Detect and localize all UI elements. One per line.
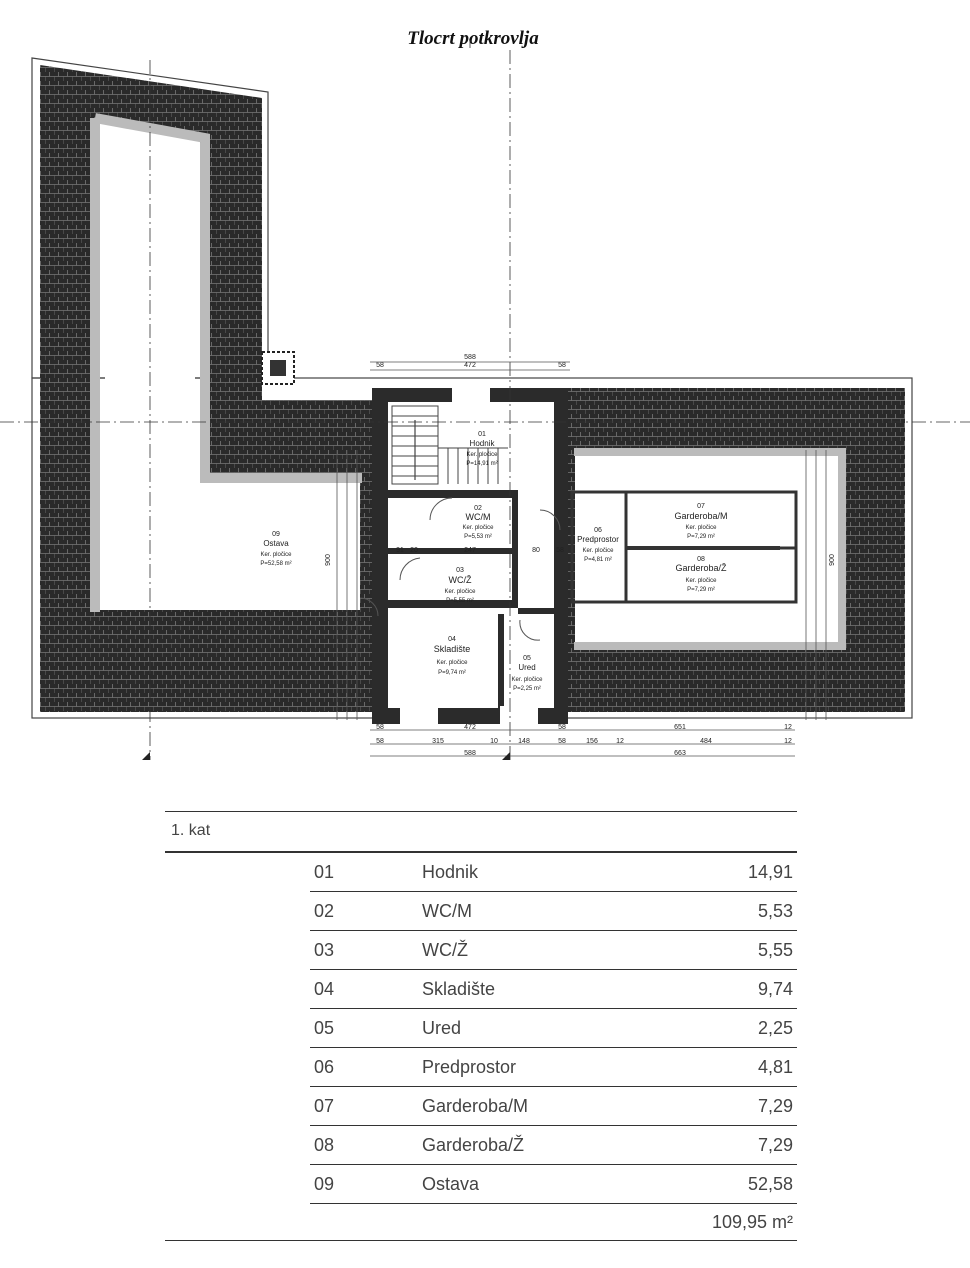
dim-top-part: 58: [376, 362, 384, 369]
svg-text:Ker. pločice: Ker. pločice: [436, 660, 468, 666]
room-area: 52,58: [747, 1174, 793, 1194]
dim-top-total: 588: [464, 354, 476, 361]
room-area: 2,25: [757, 1018, 793, 1038]
svg-text:P=2,25 m²: P=2,25 m²: [513, 686, 541, 692]
svg-text:06: 06: [594, 527, 602, 534]
svg-text:08: 08: [697, 556, 705, 563]
svg-text:Skladište: Skladište: [433, 644, 471, 654]
dim-inner: 247: [464, 547, 476, 554]
dim-bottom: 58: [558, 738, 566, 745]
svg-text:Ker. pločice: Ker. pločice: [511, 677, 543, 683]
dim-inner: 91: [396, 547, 404, 554]
svg-text:Ostava: Ostava: [263, 539, 289, 548]
dim-bottom: 588: [464, 750, 476, 757]
svg-text:Ker. pločice: Ker. pločice: [685, 578, 717, 584]
svg-text:Ker. pločice: Ker. pločice: [685, 525, 717, 531]
dim-vertical-left: 900: [325, 554, 332, 566]
dim-bottom: 472: [464, 724, 476, 731]
room-number: 01: [314, 862, 335, 882]
drawing-title: Tlocrt potkrovlja: [407, 28, 539, 49]
dim-vertical-right: 900: [829, 554, 836, 566]
room-number: 05: [314, 1018, 335, 1038]
table-row: [310, 970, 797, 1009]
dim-bottom: 58: [558, 724, 566, 731]
room-number: 08: [314, 1135, 335, 1155]
area-table: [165, 811, 797, 1241]
room-name: WC/Ž: [422, 940, 468, 960]
room-name: Predprostor: [422, 1057, 517, 1077]
room-name: Ured: [422, 1018, 462, 1038]
room-name: Skladište: [422, 979, 496, 999]
table-row: [310, 1165, 797, 1204]
dim-inner: 80: [532, 547, 540, 554]
svg-text:Ker. pločice: Ker. pločice: [466, 452, 498, 458]
dim-bottom: 484: [700, 738, 712, 745]
room-number: 04: [314, 979, 335, 999]
table-row: [310, 1126, 797, 1165]
svg-text:Ker. pločice: Ker. pločice: [462, 525, 494, 531]
svg-text:Predprostor: Predprostor: [577, 535, 619, 544]
svg-text:WC/M: WC/M: [465, 512, 491, 522]
svg-text:09: 09: [272, 531, 280, 538]
svg-text:Ured: Ured: [518, 663, 536, 672]
svg-text:03: 03: [456, 567, 464, 574]
svg-text:Ker. pločice: Ker. pločice: [582, 548, 614, 554]
room-area: 7,29: [757, 1096, 793, 1116]
room-area: 4,81: [757, 1057, 793, 1077]
svg-text:05: 05: [523, 655, 531, 662]
room-area: 14,91: [747, 862, 793, 882]
svg-text:Garderoba/Ž: Garderoba/Ž: [675, 563, 727, 573]
table-heading-row: [165, 811, 797, 853]
dim-inner: 58: [556, 547, 564, 554]
svg-text:Hodnik: Hodnik: [469, 439, 495, 448]
room-name: Garderoba/M: [422, 1096, 529, 1116]
room-name: Hodnik: [422, 862, 479, 882]
room-name: Ostava: [422, 1174, 480, 1194]
room-name: WC/M: [422, 901, 472, 921]
svg-text:Garderoba/M: Garderoba/M: [674, 511, 728, 521]
svg-text:Ker. pločice: Ker. pločice: [444, 589, 476, 595]
room-number: 07: [314, 1096, 335, 1116]
table-row: [310, 1087, 797, 1126]
dim-inner: 20: [410, 547, 418, 554]
dim-bottom: 315: [432, 738, 444, 745]
dim-bottom: 12: [784, 724, 792, 731]
svg-text:01: 01: [478, 431, 486, 438]
svg-text:P=7,29 m²: P=7,29 m²: [687, 534, 715, 540]
svg-text:02: 02: [474, 505, 482, 512]
svg-text:P=5,55 m²: P=5,55 m²: [446, 598, 474, 604]
svg-text:P=5,53 m²: P=5,53 m²: [464, 534, 492, 540]
dim-bottom: 10: [490, 738, 498, 745]
room-number: 06: [314, 1057, 335, 1077]
dim-bottom: 651: [674, 724, 686, 731]
room-number: 02: [314, 901, 335, 921]
table-heading: 1. kat: [171, 822, 211, 839]
dim-bottom: 58: [376, 738, 384, 745]
dim-bottom: 148: [518, 738, 530, 745]
svg-text:P=14,91 m²: P=14,91 m²: [466, 461, 498, 467]
dim-bottom: 12: [784, 738, 792, 745]
table-row: [310, 1048, 797, 1087]
svg-text:P=52,58 m²: P=52,58 m²: [260, 561, 292, 567]
room-area: 9,74: [757, 979, 793, 999]
table-row: [310, 1009, 797, 1048]
room-area: 5,53: [757, 901, 793, 921]
svg-text:WC/Ž: WC/Ž: [448, 575, 472, 585]
dim-bottom: 663: [674, 750, 686, 757]
dim-bottom: 156: [586, 738, 598, 745]
table-row: [310, 931, 797, 970]
dim-top-part: 58: [558, 362, 566, 369]
room-area: 5,55: [757, 940, 793, 960]
roof-tiles-bottom: [40, 640, 372, 712]
svg-text:04: 04: [448, 636, 456, 643]
total-area: 109,95 m²: [711, 1212, 793, 1232]
room-area: 7,29: [757, 1135, 793, 1155]
dim-top-part: 472: [464, 362, 476, 369]
table-row: [310, 853, 797, 892]
room-number: 09: [314, 1174, 335, 1194]
svg-text:Ker. pločice: Ker. pločice: [260, 552, 292, 558]
svg-text:P=7,29 m²: P=7,29 m²: [687, 587, 715, 593]
svg-text:P=9,74 m²: P=9,74 m²: [438, 670, 466, 676]
svg-text:07: 07: [697, 503, 705, 510]
room-number: 03: [314, 940, 335, 960]
table-total-row: [165, 1204, 797, 1241]
dim-bottom: 58: [376, 724, 384, 731]
table-row: [310, 892, 797, 931]
room-name: Garderoba/Ž: [422, 1135, 525, 1155]
svg-text:P=4,81 m²: P=4,81 m²: [584, 557, 612, 563]
dim-bottom: 12: [616, 738, 624, 745]
